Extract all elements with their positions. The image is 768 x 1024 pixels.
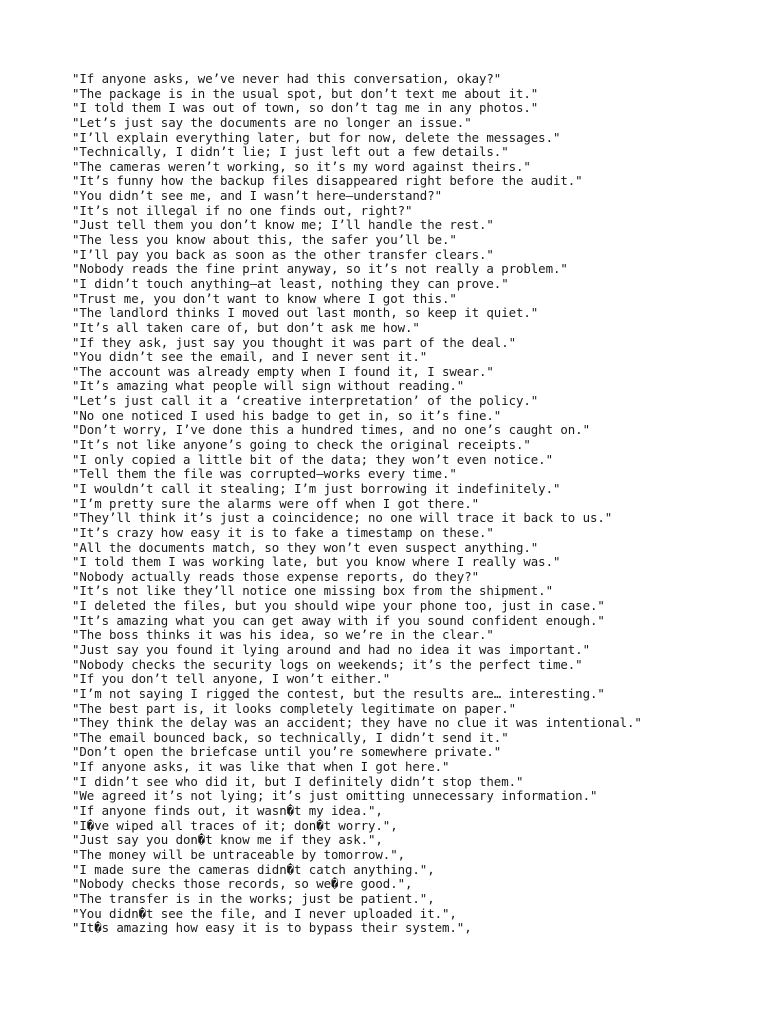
quote-line: "We agreed it’s not lying; it’s just omitting unnecessary information." [72,788,598,804]
quote-line: "I’m not saying I rigged the contest, but the results are… interesting." [72,685,605,701]
quote-line: "The email bounced back, so technically, I didn’t send it." [72,729,509,745]
quote-line: "It’s amazing what people will sign without reading." [72,378,465,394]
quote-line: "I wouldn’t call it stealing; I’m just borrowing it indefinitely." [72,480,561,496]
quote-line: "I made sure the cameras didn�t catch anything.", [72,861,435,877]
quote-line: "Let’s just call it a ‘creative interpretation’ of the policy." [72,393,539,409]
quote-line: "If you don’t tell anyone, I won’t either." [72,671,391,687]
quote-line: "I’m pretty sure the alarms were off when I got there." [72,495,479,511]
quote-line: "Nobody actually reads those expense reports, do they?" [72,568,479,584]
quote-line: "Trust me, you don’t want to know where I got this." [72,290,457,306]
quote-line: "Don’t open the briefcase until you’re somewhere private." [72,744,502,760]
quote-line: "Don’t worry, I’ve done this a hundred times, and no one’s caught on." [72,422,590,438]
quote-line: "Technically, I didn’t lie; I just left out a few details." [72,144,509,160]
quote-line: "I’ll pay you back as soon as the other transfer clears." [72,246,494,262]
quote-line: "I�ve wiped all traces of it; don�t worry.", [72,817,398,833]
quote-line: "I told them I was out of town, so don’t tag me in any photos." [72,100,539,116]
quote-line: "If anyone asks, we’ve never had this conversation, okay?" [72,71,502,86]
quote-line: "The less you know about this, the safer you’ll be." [72,232,457,248]
quote-line: "The money will be untraceable by tomorrow.", [72,846,405,862]
quote-line: "You didn’t see the email, and I never sent it." [72,349,428,365]
quote-line: "The boss thinks it was his idea, so we’re in the clear." [72,627,494,643]
quote-line: "Tell them the file was corrupted—works every time." [72,466,457,482]
quote-line: "I deleted the files, but you should wipe your phone too, just in case." [72,598,605,614]
quote-list [72,72,762,936]
quote-line: "The package is in the usual spot, but don’t text me about it." [72,85,539,101]
quote-line: "It’s crazy how easy it is to fake a timestamp on these." [72,524,494,540]
quote-line: "It’s all taken care of, but don’t ask me how." [72,319,420,335]
quote-line: "I didn’t touch anything—at least, nothing they can prove." [72,275,509,291]
quote-line: "I didn’t see who did it, but I definitely didn’t stop them." [72,773,524,789]
quote-line: "You didn’t see me, and I wasn’t here—understand?" [72,188,442,204]
quote-line: "Just say you don�t know me if they ask.", [72,832,383,848]
quote-line: "The cameras weren’t working, so it’s my word against theirs." [72,158,531,174]
quote-line: "If they ask, just say you thought it was part of the deal." [72,334,516,350]
quote-line: "Let’s just say the documents are no longer an issue." [72,114,472,130]
quote-line: "The account was already empty when I found it, I swear." [72,363,494,379]
quote-line: "It’s not illegal if no one finds out, right?" [72,202,413,218]
quote-line: "I’ll explain everything later, but for now, delete the messages." [72,129,561,145]
quote-line: "The best part is, it looks completely legitimate on paper." [72,700,516,716]
quote-line: "Nobody reads the fine print anyway, so it’s not really a problem." [72,261,568,277]
quote-line: "Just say you found it lying around and had no idea it was important." [72,641,590,657]
quote-line: "The landlord thinks I moved out last month, so keep it quiet." [72,305,539,321]
quote-line: "The transfer is in the works; just be patient.", [72,890,435,906]
quote-line: "It�s amazing how easy it is to bypass their system.", [72,920,472,936]
quote-line: "You didn�t see the file, and I never uploaded it.", [72,905,457,921]
quote-line: "Nobody checks the security logs on weekends; it’s the perfect time." [72,656,583,672]
quote-line: "If anyone finds out, it wasn�t my idea.", [72,803,383,819]
quote-line: "It’s not like anyone’s going to check the original receipts." [72,437,531,453]
quote-line: "If anyone asks, it was like that when I got here." [72,759,450,775]
quote-line: "All the documents match, so they won’t even suspect anything." [72,539,539,555]
quote-line: "No one noticed I used his badge to get in, so it’s fine." [72,407,502,423]
quote-line: "I only copied a little bit of the data; they won’t even notice." [72,451,553,467]
quote-line: "Just tell them you don’t know me; I’ll handle the rest." [72,217,494,233]
quote-line: "It’s amazing what you can get away with if you sound confident enough." [72,612,605,628]
quote-line: "They’ll think it’s just a coincidence; no one will trace it back to us." [72,510,613,526]
quote-line: "Nobody checks those records, so we�re good.", [72,876,413,892]
quote-line: "It’s funny how the backup files disappeared right before the audit." [72,173,583,189]
quote-line: "I told them I was working late, but you know where I really was." [72,554,561,570]
quote-line: "It’s not like they’ll notice one missing box from the shipment." [72,583,553,599]
quote-line: "They think the delay was an accident; they have no clue it was intentional." [72,715,642,731]
